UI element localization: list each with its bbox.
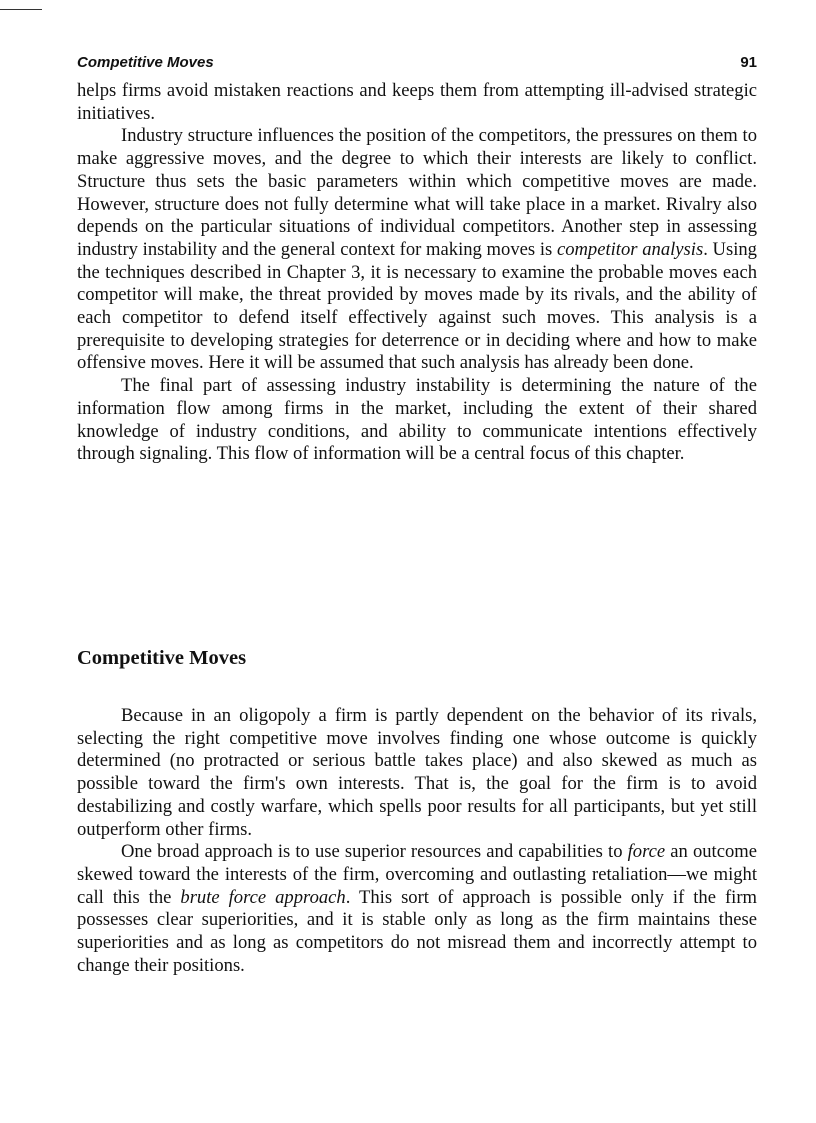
text-run: Industry structure influences the position of the competitors, the pressures on them to make aggressive moves, and the degree to which their interests are likely to conflict. Structure thus sets the basic parameters within which competitive moves are made. However, structure does not fully determine what will take place in a market. Rivalry also depends on the particular situations of individual competitors. Another step in assessing industry instability and the general context for making moves is [77,125,757,260]
paragraph: The final part of assessing industry instability is determining the nature of the information flow among firms in the market, including the extent of their shared knowledge of industry conditions, and ability to communicate intentions effectively through signaling. This flow of information will be a central focus of this chapter. [77,375,757,465]
running-head [77,54,757,80]
emphasis: brute force approach [180,886,346,908]
section-heading: Competitive Moves [77,647,247,669]
paragraph: Because in an oligopoly a firm is partly dependent on the behavior of its rivals, selecting the right competitive move involves finding one whose outcome is quickly determined (no protracted or serious battle takes place) and also skewed as much as possible toward the firm's own interests. That is, the goal for the firm is to avoid destabilizing and costly warfare, which spells poor results for all participants, but yet still outperform other firms. [77,705,757,840]
intro-text [77,80,757,466]
text-run: an outcome skewed toward the interests of the firm, overcoming and outlasting retaliation—we might call this the [77,841,757,908]
page-body [77,54,757,466]
emphasis: competitor analysis [556,238,704,260]
text-run: . This sort of approach is possible only if the firm possesses clear superiorities, and it is stable only as long as the firm maintains these superiorities and as long as competitors do not misread them and incorrectly attempt to change their positions. [77,886,757,976]
section-text [77,705,757,977]
page-number: 91 [740,54,757,71]
emphasis: force [627,841,666,863]
corner-rule [0,9,42,10]
running-title: Competitive Moves [77,54,214,71]
text-run: . Using the techniques described in Chapter 3, it is necessary to examine the probable moves each competitor will make, the threat provided by moves made by its rivals, and the ability of each competitor to defend itself effectively against such moves. This analysis is a prerequisite to developing strategies for deterrence or in deciding where and how to make offensive moves. Here it will be assumed that such analysis has already been done. [77,238,757,374]
paragraph [77,125,757,375]
paragraph: helps firms avoid mistaken reactions and keeps them from attempting ill-advised strategic initiatives. [77,80,757,124]
paragraph [77,841,757,977]
text-run: One broad approach is to use superior resources and capabilities to [121,841,628,863]
